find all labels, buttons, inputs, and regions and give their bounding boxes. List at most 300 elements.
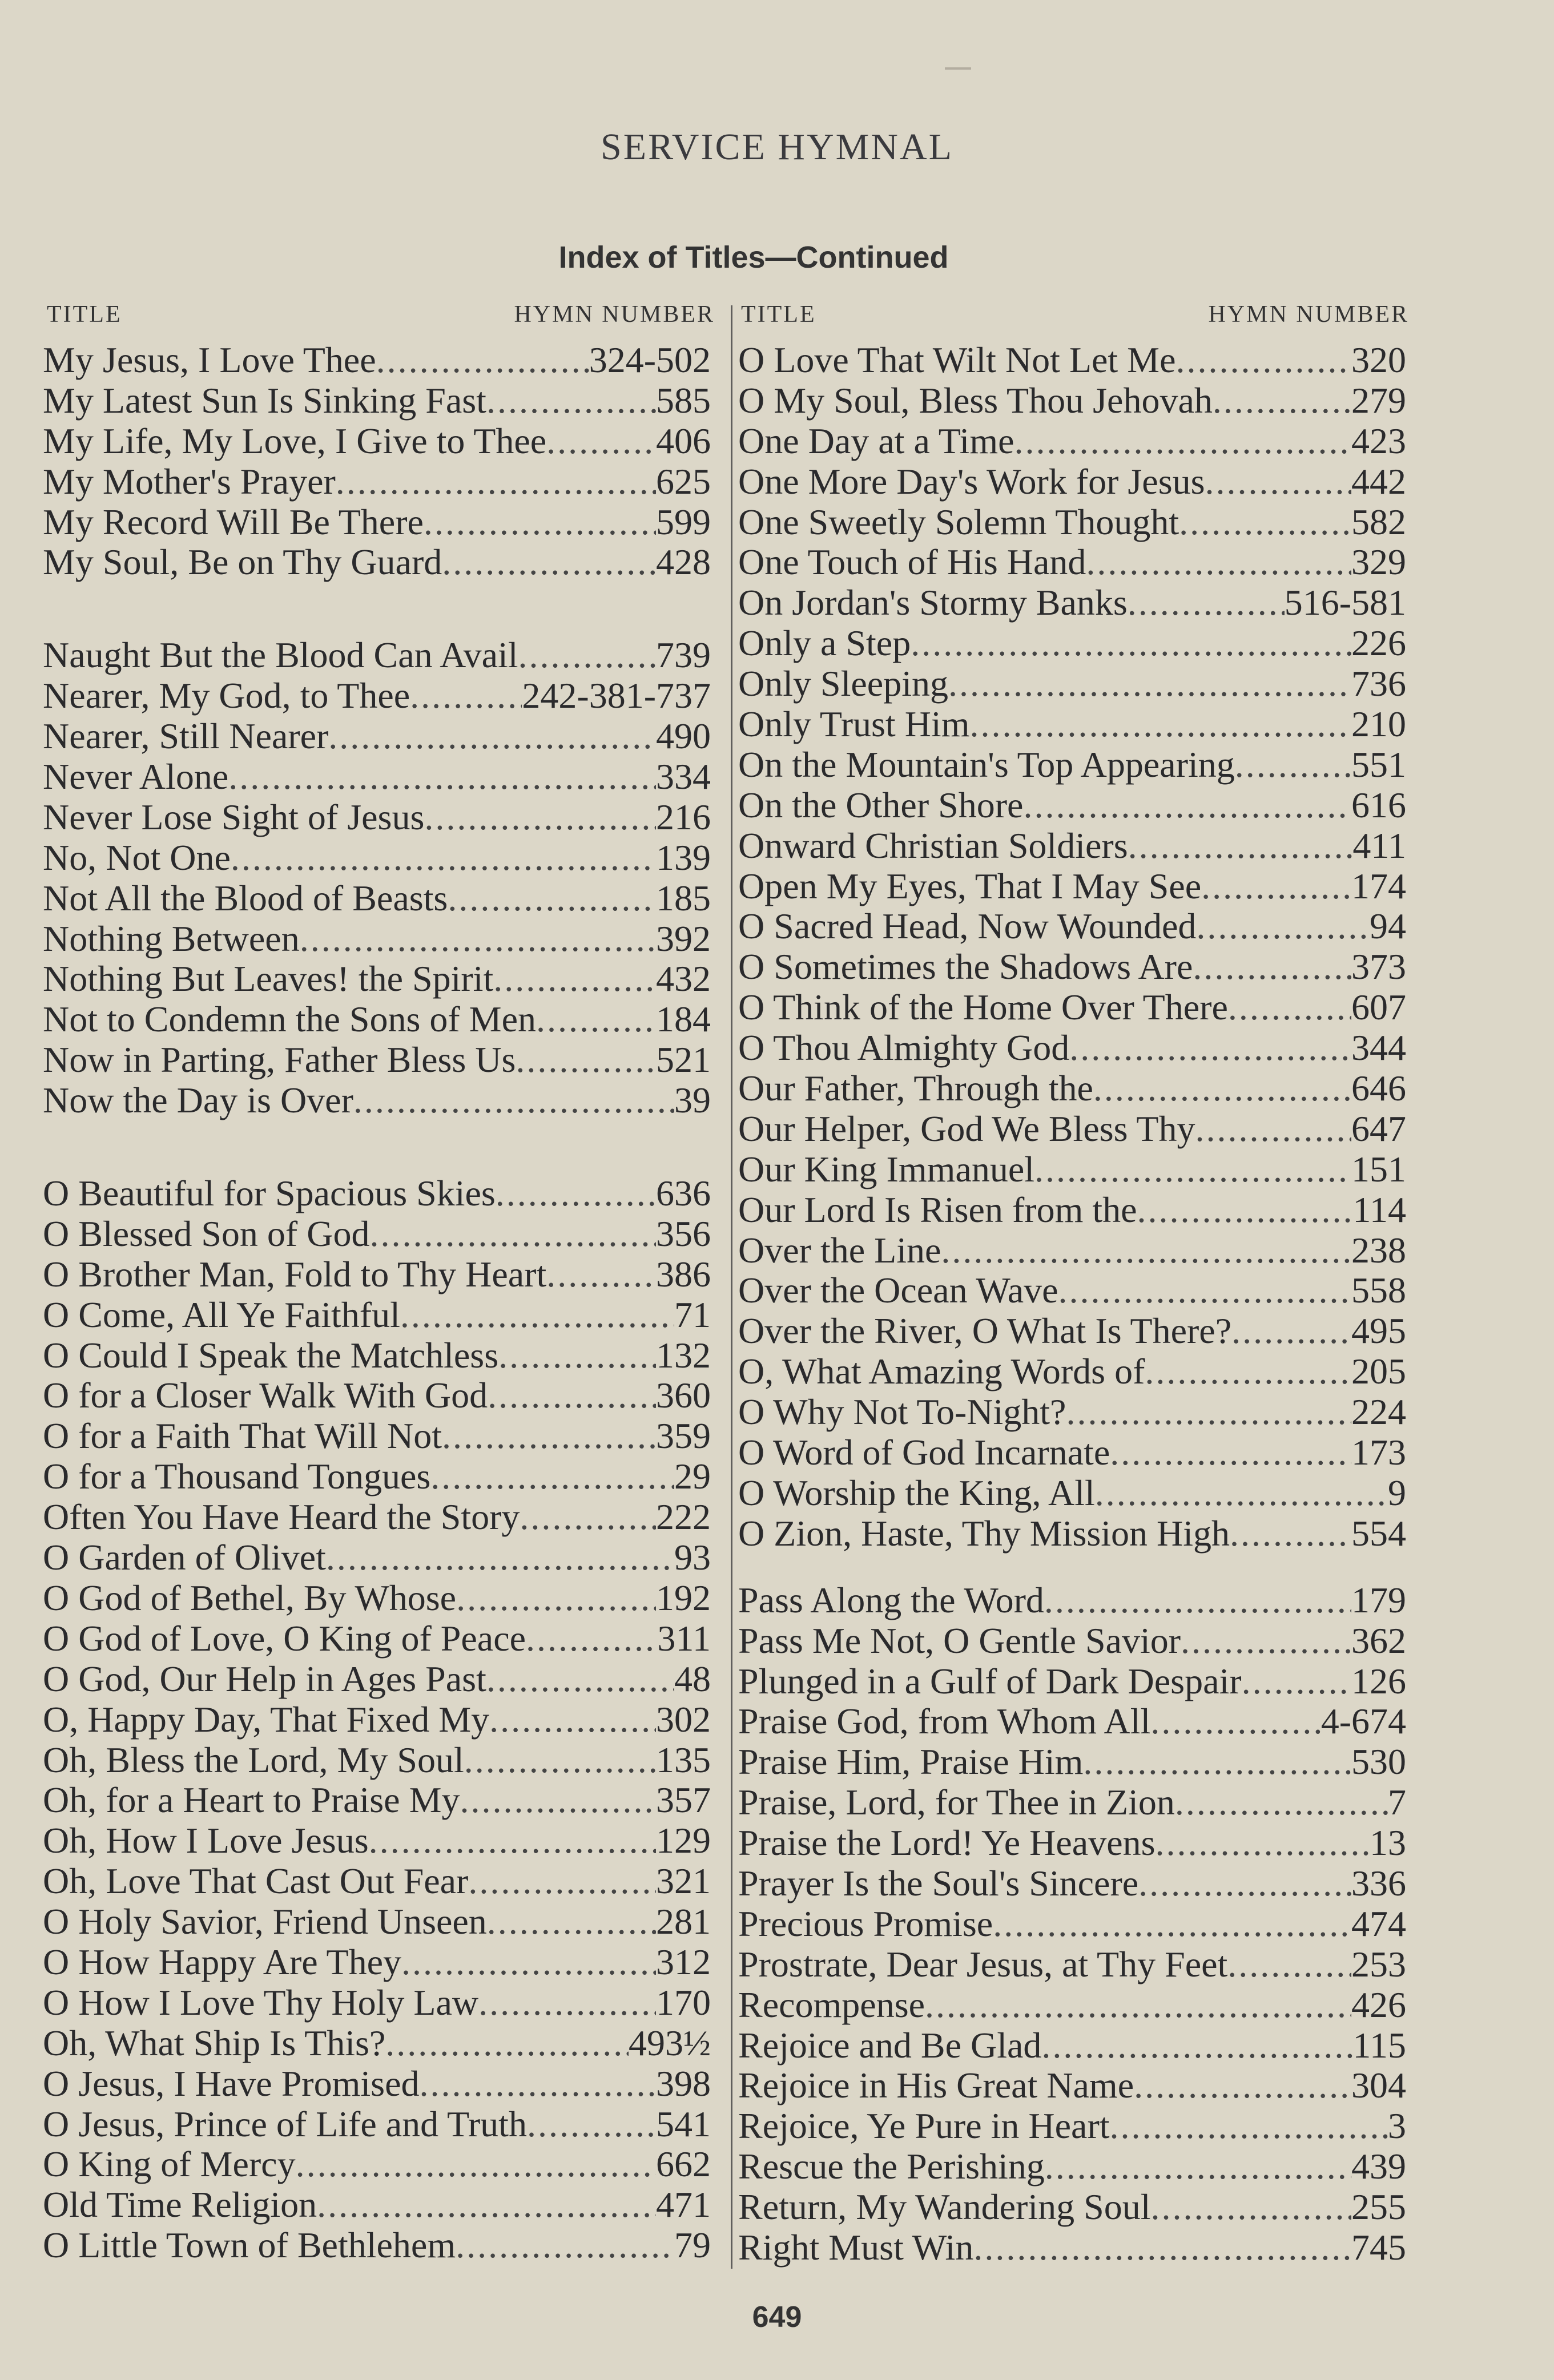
hymn-title: Not to Condemn the Sons of Men — [43, 999, 536, 1040]
dot-leader — [424, 502, 656, 543]
index-entry — [738, 1109, 1406, 1149]
hymn-title: Prayer Is the Soul's Sincere — [738, 1862, 1139, 1903]
index-entry — [43, 381, 711, 421]
index-entry — [738, 826, 1406, 866]
hymn-title: On Jordan's Stormy Banks — [738, 582, 1128, 623]
hymn-number: 114 — [1352, 1189, 1406, 1230]
dot-leader — [1069, 1028, 1351, 1068]
hymn-number: 739 — [656, 635, 711, 676]
dot-leader — [419, 2064, 656, 2104]
dot-leader — [1058, 1270, 1352, 1311]
hymn-title: Only Trust Him — [738, 704, 970, 745]
hymn-title: Our Helper, God We Bless Thy — [738, 1108, 1195, 1149]
hymn-number: 423 — [1351, 420, 1406, 461]
hymn-title: O Zion, Haste, Thy Mission High — [738, 1512, 1230, 1554]
index-entry — [738, 542, 1406, 583]
dot-leader — [1193, 947, 1351, 987]
hymn-title: O Sometimes the Shadows Are — [738, 946, 1193, 987]
hymn-title: Only Sleeping — [738, 663, 948, 704]
dot-leader — [941, 1231, 1351, 1271]
hymn-title: Recompense — [738, 1984, 925, 2025]
hymn-title: Rejoice, Ye Pure in Heart — [738, 2105, 1110, 2147]
hymn-title: My Jesus, I Love Thee — [43, 340, 376, 380]
index-entry — [738, 1149, 1406, 1190]
hymn-title: O for a Faith That Will Not — [43, 1415, 442, 1457]
hymn-number: 471 — [656, 2184, 711, 2225]
index-entry — [43, 1780, 711, 1821]
hymn-number: 4-674 — [1321, 1701, 1406, 1742]
hymn-number: 336 — [1351, 1862, 1406, 1903]
hymn-number: 132 — [656, 1334, 711, 1375]
hymn-number: 428 — [656, 542, 711, 583]
group-gap — [738, 1554, 1406, 1580]
hymn-number: 616 — [1351, 784, 1406, 825]
hymn-number: 3 — [1388, 2105, 1406, 2147]
index-entry — [43, 716, 711, 757]
index-entry — [43, 2225, 711, 2266]
index-entry — [43, 1740, 711, 1781]
index-entry — [43, 2104, 711, 2145]
hymn-title: Oh, Love That Cast Out Fear — [43, 1861, 469, 1902]
index-entry — [43, 1902, 711, 1942]
hymn-title: O King of Mercy — [43, 2144, 296, 2185]
hymn-number: 373 — [1351, 946, 1406, 987]
hymn-number: 135 — [656, 1739, 711, 1780]
dot-leader — [486, 1659, 674, 1700]
hymn-title: O for a Closer Walk With God — [43, 1375, 488, 1416]
hymn-number: 495 — [1351, 1310, 1406, 1352]
dot-leader — [518, 635, 656, 676]
dot-leader — [973, 2228, 1351, 2268]
hymn-title: Now the Day is Over — [43, 1080, 353, 1121]
hymn-number: 493½ — [629, 2022, 711, 2063]
hymn-title: O Thou Almighty God — [738, 1027, 1070, 1068]
index-entry — [43, 462, 711, 502]
hymn-title: O Could I Speak the Matchless — [43, 1334, 499, 1375]
hymn-title: Old Time Religion — [43, 2184, 317, 2225]
hymn-number: 329 — [1351, 542, 1406, 583]
dot-leader — [1095, 1473, 1388, 1514]
hymn-title: O Brother Man, Fold to Thy Heart — [43, 1253, 547, 1294]
index-entry — [738, 2228, 1406, 2268]
hymn-number: 360 — [656, 1375, 711, 1416]
hymn-number: 320 — [1351, 340, 1406, 380]
hymn-title: Our King Immanuel — [738, 1148, 1034, 1189]
hymn-title: Our Father, Through the — [738, 1068, 1093, 1109]
hymn-title: Nearer, Still Nearer — [43, 716, 329, 757]
hymn-number: 398 — [656, 2063, 711, 2104]
dot-leader — [1041, 2026, 1352, 2066]
index-entry — [43, 1983, 711, 2023]
hymn-number: 210 — [1351, 704, 1406, 745]
hymn-number: 170 — [656, 1982, 711, 2023]
dot-leader — [231, 838, 656, 878]
index-entry — [43, 421, 711, 462]
dot-leader — [326, 1538, 674, 1578]
hymn-number: 636 — [656, 1173, 711, 1214]
hymn-number: 411 — [1352, 825, 1406, 866]
dot-leader — [1205, 462, 1352, 502]
hymn-title: Never Lose Sight of Jesus — [43, 796, 425, 837]
hymn-title: O for a Thousand Tongues — [43, 1456, 431, 1497]
index-entry — [738, 1904, 1406, 1945]
hymn-number: 541 — [656, 2103, 711, 2144]
index-entry — [738, 745, 1406, 785]
hymn-number: 647 — [1351, 1108, 1406, 1149]
index-entry — [738, 2066, 1406, 2106]
column-divider — [731, 305, 732, 2269]
hymn-title: On the Other Shore — [738, 784, 1024, 825]
hymn-number: 222 — [656, 1496, 711, 1538]
index-entry — [738, 1311, 1406, 1352]
hymn-number: 356 — [656, 1213, 711, 1254]
hymn-number: 406 — [656, 420, 711, 461]
dot-leader — [1110, 2106, 1388, 2147]
dot-leader — [1227, 1945, 1351, 1985]
hymn-title: O, Happy Day, That Fixed My — [43, 1699, 490, 1740]
dot-leader — [1175, 1782, 1388, 1823]
dot-leader — [520, 1497, 656, 1538]
hymn-number: 192 — [656, 1577, 711, 1618]
dot-leader — [400, 1295, 674, 1336]
hymn-number: 13 — [1370, 1822, 1406, 1863]
hymn-title: Naught But the Blood Can Avail — [43, 635, 518, 676]
hymn-title: O, What Amazing Words of — [738, 1351, 1145, 1392]
hymn-title: O God of Love, O King of Peace — [43, 1617, 526, 1659]
index-entry — [43, 878, 711, 919]
dot-leader — [1014, 421, 1352, 462]
dot-leader — [1228, 987, 1351, 1028]
hymn-number: 184 — [656, 999, 711, 1040]
hymn-title: My Life, My Love, I Give to Thee — [43, 420, 547, 461]
hymn-title: Oh, Bless the Lord, My Soul — [43, 1739, 464, 1780]
dot-leader — [1034, 1149, 1351, 1190]
index-entry — [738, 1392, 1406, 1433]
hymn-number: 302 — [656, 1699, 711, 1740]
dot-leader — [376, 340, 589, 381]
hymn-title: O Little Town of Bethlehem — [43, 2225, 456, 2266]
dot-leader — [1128, 583, 1285, 623]
hymn-number: 321 — [656, 1861, 711, 1902]
hymn-number: 736 — [1351, 663, 1406, 704]
hymn-title: O Word of God Incarnate — [738, 1432, 1110, 1473]
hymn-number: 205 — [1351, 1351, 1406, 1392]
dot-leader — [546, 421, 656, 462]
dot-leader — [925, 1985, 1351, 2026]
hymn-title: On the Mountain's Top Appearing — [738, 744, 1235, 785]
hymn-number: 39 — [674, 1080, 711, 1121]
index-entry — [738, 866, 1406, 907]
dot-leader — [1145, 1352, 1351, 1392]
dot-leader — [1023, 785, 1351, 826]
column-number-label: HYMN NUMBER — [514, 301, 715, 328]
dot-leader — [1110, 1433, 1351, 1473]
dot-leader — [1242, 1661, 1351, 1702]
dot-leader — [430, 1457, 674, 1497]
column-title-label: TITLE — [741, 301, 816, 328]
hymn-title: Precious Promise — [738, 1903, 993, 1944]
index-entry — [43, 502, 711, 543]
hymn-title: Rejoice in His Great Name — [738, 2065, 1134, 2106]
hymn-title: My Record Will Be There — [43, 501, 424, 542]
index-entry — [738, 1514, 1406, 1554]
dot-leader — [410, 676, 522, 716]
hymn-number: 255 — [1351, 2187, 1406, 2228]
hymn-number: 312 — [656, 1941, 711, 1982]
index-entry — [43, 340, 711, 381]
hymn-number: 253 — [1351, 1943, 1406, 1984]
dot-leader — [1235, 745, 1351, 785]
hymn-title: O Holy Savior, Friend Unseen — [43, 1901, 487, 1942]
hymn-number: 530 — [1351, 1741, 1406, 1782]
index-entry — [43, 1416, 711, 1457]
hymn-title: O God of Bethel, By Whose — [43, 1577, 457, 1618]
index-entry — [738, 1580, 1406, 1621]
hymn-title: Never Alone — [43, 756, 229, 797]
index-entry — [43, 2064, 711, 2104]
dot-leader — [456, 1578, 656, 1619]
hymn-number: 9 — [1388, 1472, 1406, 1513]
index-entry — [43, 1700, 711, 1740]
dot-leader — [993, 1904, 1351, 1945]
index-entry — [738, 1028, 1406, 1068]
hymn-number: 304 — [1351, 2065, 1406, 2106]
dot-leader — [478, 1983, 656, 2023]
hymn-number: 599 — [656, 501, 711, 542]
hymn-title: O How I Love Thy Holy Law — [43, 1982, 479, 2023]
dot-leader — [493, 959, 656, 999]
index-entry — [738, 1661, 1406, 1702]
dot-leader — [526, 1619, 657, 1659]
hymn-title: One More Day's Work for Jesus — [738, 461, 1205, 502]
hymn-number: 48 — [674, 1658, 711, 1699]
index-entry — [43, 676, 711, 716]
dot-leader — [1196, 906, 1370, 947]
hymn-number: 357 — [656, 1780, 711, 1821]
dot-leader — [546, 1254, 656, 1295]
hymn-number: 490 — [656, 716, 711, 757]
hymn-title: O Love That Wilt Not Let Me — [738, 340, 1176, 380]
hymn-title: Often You Have Heard the Story — [43, 1496, 520, 1538]
index-entry — [738, 2147, 1406, 2187]
hymn-number: 151 — [1351, 1148, 1406, 1189]
hymn-title: Praise, Lord, for Thee in Zion — [738, 1782, 1175, 1823]
index-entry — [43, 757, 711, 797]
hymn-title: O Beautiful for Spacious Skies — [43, 1173, 496, 1214]
index-entry — [43, 1578, 711, 1619]
hymn-number: 129 — [656, 1820, 711, 1861]
hymn-number: 392 — [656, 918, 711, 959]
index-column-right — [738, 340, 1406, 2268]
hymn-number: 115 — [1352, 2024, 1406, 2066]
dot-leader — [328, 716, 656, 757]
dot-leader — [464, 1740, 656, 1781]
hymn-number: 344 — [1351, 1027, 1406, 1068]
dot-leader — [1086, 542, 1351, 583]
hymn-title: Praise Him, Praise Him — [738, 1741, 1084, 1782]
hymn-number: 7 — [1388, 1782, 1406, 1823]
hymn-title: O Come, All Ye Faithful — [43, 1294, 400, 1335]
hymn-title: Right Must Win — [738, 2226, 974, 2268]
hymn-number: 279 — [1351, 380, 1406, 421]
hymn-title: Return, My Wandering Soul — [738, 2187, 1151, 2228]
index-entry — [738, 906, 1406, 947]
hymn-title: My Mother's Prayer — [43, 461, 336, 502]
hymn-title: Oh, What Ship Is This? — [43, 2022, 386, 2063]
index-entry — [43, 919, 711, 959]
hymn-number: 224 — [1351, 1391, 1406, 1433]
hymn-number: 238 — [1351, 1229, 1406, 1270]
dot-leader — [317, 2185, 656, 2225]
hymn-title: Praise God, from Whom All — [738, 1701, 1151, 1742]
running-head: SERVICE HYMNAL — [601, 126, 953, 168]
hymn-number: 324-502 — [589, 340, 711, 380]
hymn-number: 516-581 — [1284, 582, 1406, 623]
hymn-title: O Jesus, I Have Promised — [43, 2063, 420, 2104]
dot-leader — [1179, 502, 1351, 543]
hymn-number: 139 — [656, 837, 711, 878]
hymn-title: Plunged in a Gulf of Dark Despair — [738, 1660, 1242, 1701]
index-entry — [738, 1863, 1406, 1904]
index-entry — [738, 664, 1406, 704]
hymn-title: Over the Line — [738, 1229, 941, 1270]
hymn-number: 551 — [1351, 744, 1406, 785]
index-entry — [43, 1080, 711, 1121]
dot-leader — [1045, 2147, 1351, 2187]
dot-leader — [385, 2023, 629, 2064]
hymn-title: Nearer, My God, to Thee — [43, 675, 410, 716]
index-entry — [43, 1942, 711, 1983]
hymn-number: 359 — [656, 1415, 711, 1457]
hymn-number: 432 — [656, 958, 711, 999]
index-entry — [43, 1375, 711, 1416]
index-entry — [43, 542, 711, 583]
index-entry — [43, 2023, 711, 2064]
dot-leader — [296, 2144, 656, 2185]
hymn-number: 71 — [674, 1294, 711, 1335]
index-entry — [43, 1173, 711, 1214]
dot-leader — [353, 1080, 674, 1121]
index-entry — [738, 785, 1406, 826]
index-entry — [43, 999, 711, 1040]
hymn-number: 174 — [1351, 865, 1406, 906]
dot-leader — [442, 1416, 656, 1457]
dot-leader — [424, 797, 656, 838]
index-entry — [43, 635, 711, 676]
hymn-title: Only a Step — [738, 623, 911, 664]
hymn-number: 281 — [656, 1901, 711, 1942]
index-entry — [738, 1190, 1406, 1231]
hymn-number: 179 — [1351, 1579, 1406, 1620]
page-number: 649 — [752, 2301, 802, 2334]
hymn-title: Now in Parting, Father Bless Us — [43, 1039, 516, 1080]
hymn-number: 185 — [656, 877, 711, 918]
hymn-number: 442 — [1351, 461, 1406, 502]
hymn-title: Rescue the Perishing — [738, 2146, 1045, 2187]
index-entry — [43, 1861, 711, 1902]
index-entry — [738, 1782, 1406, 1823]
index-entry — [738, 1945, 1406, 1985]
dot-leader — [1044, 1580, 1351, 1621]
dot-leader — [460, 1780, 656, 1821]
dot-leader — [1175, 340, 1351, 381]
hymn-title: O My Soul, Bless Thou Jehovah — [738, 380, 1213, 421]
hymn-title: Praise the Lord! Ye Heavens — [738, 1822, 1156, 1863]
dot-leader — [1230, 1514, 1351, 1554]
hymn-title: Not All the Blood of Beasts — [43, 877, 448, 918]
index-entry — [738, 704, 1406, 745]
hymn-title: Over the River, O What Is There? — [738, 1310, 1232, 1352]
dot-leader — [1201, 866, 1351, 907]
hymn-title: Over the Ocean Wave — [738, 1270, 1058, 1311]
hymn-number: 242-381-737 — [522, 675, 711, 716]
hymn-title: O Worship the King, All — [738, 1472, 1095, 1513]
column-title-label: TITLE — [47, 301, 122, 328]
dot-leader — [336, 462, 656, 502]
hymn-title: O Jesus, Prince of Life and Truth — [43, 2103, 527, 2144]
dot-leader — [486, 381, 656, 421]
hymn-number: 607 — [1351, 987, 1406, 1028]
index-entry — [738, 1352, 1406, 1392]
index-entry — [738, 2106, 1406, 2147]
dot-leader — [1093, 1068, 1351, 1109]
hymn-title: O Garden of Olivet — [43, 1537, 326, 1578]
hymn-title: No, Not One — [43, 837, 231, 878]
index-entry — [738, 1231, 1406, 1271]
index-entry — [738, 340, 1406, 381]
hymn-title: My Latest Sun Is Sinking Fast — [43, 380, 486, 421]
dot-leader — [487, 1902, 656, 1942]
index-entry — [43, 1214, 711, 1254]
dot-leader — [911, 623, 1351, 664]
group-gap — [43, 583, 711, 635]
hymn-number: 521 — [656, 1039, 711, 1080]
dot-leader — [369, 1214, 656, 1254]
index-entry — [738, 947, 1406, 987]
index-entry — [738, 1742, 1406, 1782]
hymn-title: O Why Not To-Night? — [738, 1391, 1066, 1433]
dot-leader — [369, 1821, 656, 1861]
hymn-title: Our Lord Is Risen from the — [738, 1189, 1137, 1230]
hymn-title: One Day at a Time — [738, 420, 1014, 461]
hymn-title: Pass Me Not, O Gentle Savior — [738, 1620, 1181, 1661]
index-entry — [738, 421, 1406, 462]
index-entry — [43, 1040, 711, 1080]
hymn-title: Oh, for a Heart to Praise My — [43, 1780, 460, 1821]
dot-leader — [1195, 1109, 1351, 1149]
dot-leader — [300, 919, 656, 959]
hymn-title: My Soul, Be on Thy Guard — [43, 542, 442, 583]
index-entry — [738, 623, 1406, 664]
index-entry — [43, 2144, 711, 2185]
index-entry — [43, 797, 711, 838]
index-entry — [43, 1295, 711, 1336]
hymn-title: Rejoice and Be Glad — [738, 2024, 1042, 2066]
index-entry — [738, 1701, 1406, 1742]
index-entry — [43, 1821, 711, 1861]
index-entry — [43, 1538, 711, 1578]
index-entry — [738, 583, 1406, 623]
hymn-number: 582 — [1351, 501, 1406, 542]
index-entry — [738, 1823, 1406, 1863]
hymn-number: 585 — [656, 380, 711, 421]
dot-leader — [1134, 2066, 1351, 2106]
index-entry — [738, 381, 1406, 421]
dot-leader — [496, 1173, 656, 1214]
hymn-title: Onward Christian Soldiers — [738, 825, 1128, 866]
dot-leader — [1137, 1190, 1353, 1231]
hymn-title: O God, Our Help in Ages Past — [43, 1658, 486, 1699]
